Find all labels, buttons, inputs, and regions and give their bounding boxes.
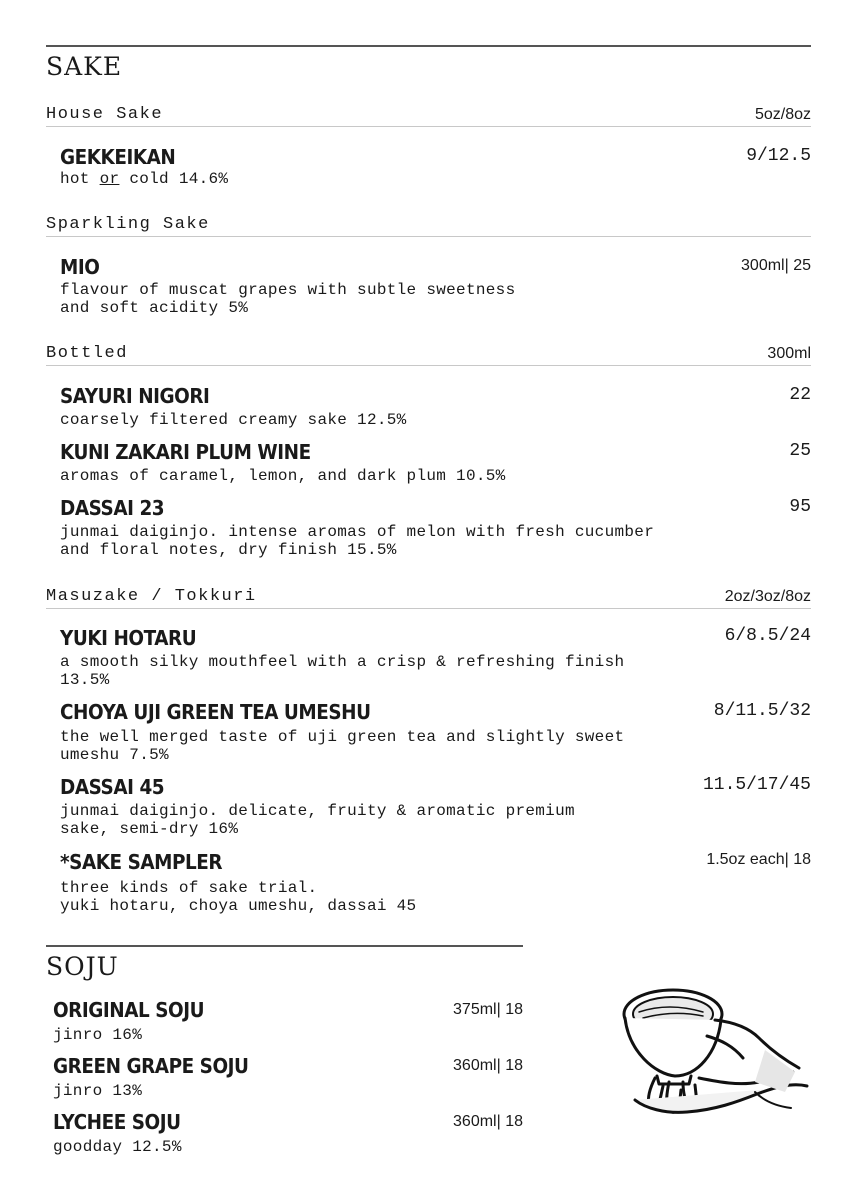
menu-item-name: GREEN GRAPE SOJU bbox=[53, 1054, 249, 1078]
soju-top-rule bbox=[46, 945, 523, 947]
menu-item-name: ORIGINAL SOJU bbox=[53, 998, 205, 1022]
sake-section-title: SAKE bbox=[46, 52, 123, 81]
sparkling-sake-rule bbox=[46, 236, 811, 237]
sake-top-rule bbox=[46, 45, 811, 47]
soju-section-title: SOJU bbox=[46, 952, 119, 981]
masuzake-rule bbox=[46, 608, 811, 609]
menu-item-name: MIO bbox=[60, 255, 100, 279]
menu-item-name: LYCHEE SOJU bbox=[53, 1110, 181, 1134]
menu-item-price: 11.5/17/45 bbox=[702, 775, 811, 795]
menu-item-description: flavour of muscat grapes with subtle sweetness and soft acidity 5% bbox=[60, 281, 516, 317]
menu-item-price: 6/8.5/24 bbox=[724, 626, 811, 646]
menu-item-description: coarsely filtered creamy sake 12.5% bbox=[60, 411, 407, 429]
menu-item-price: 300ml| 25 bbox=[741, 257, 811, 274]
menu-item-description: jinro 16% bbox=[53, 1026, 143, 1044]
masuzake-size: 2oz/3oz/8oz bbox=[724, 588, 811, 605]
menu-item-description: jinro 13% bbox=[53, 1082, 143, 1100]
menu-item-description: the well merged taste of uji green tea and slightly sweet umeshu 7.5% bbox=[60, 728, 625, 764]
menu-item-name: YUKI HOTARU bbox=[60, 626, 197, 650]
menu-item-price: 375ml| 18 bbox=[453, 1001, 523, 1018]
menu-item-price: 8/11.5/32 bbox=[713, 701, 811, 721]
menu-item-description: goodday 12.5% bbox=[53, 1138, 182, 1156]
menu-item-description: junmai daiginjo. delicate, fruity & aromatic premium sake, semi-dry 16% bbox=[60, 802, 575, 838]
menu-item-name: *SAKE SAMPLER bbox=[60, 850, 223, 874]
bottled-rule bbox=[46, 365, 811, 366]
menu-item-price: 22 bbox=[789, 385, 811, 405]
menu-item-price: 95 bbox=[789, 497, 811, 517]
menu-item-description: hot or cold 14.6% bbox=[60, 170, 229, 188]
menu-item-description: aromas of caramel, lemon, and dark plum 10.5% bbox=[60, 467, 506, 485]
menu-item-name: GEKKEIKAN bbox=[60, 145, 176, 169]
menu-item-description: junmai daiginjo. intense aromas of melon with fresh cucumber and floral notes, dry finish 15.5% bbox=[60, 523, 655, 559]
menu-item-price: 25 bbox=[789, 441, 811, 461]
menu-item-price: 1.5oz each| 18 bbox=[706, 851, 811, 868]
menu-item-price: 9/12.5 bbox=[746, 146, 811, 166]
bottled-size: 300ml bbox=[767, 345, 811, 362]
masuzake-category: Masuzake / Tokkuri bbox=[46, 587, 257, 606]
menu-item-name: DASSAI 45 bbox=[60, 775, 165, 799]
menu-item-name: SAYURI NIGORI bbox=[60, 384, 210, 408]
house-sake-category: House Sake bbox=[46, 105, 164, 124]
menu-item-name: DASSAI 23 bbox=[60, 496, 165, 520]
menu-item-description: a smooth silky mouthfeel with a crisp & refreshing finish 13.5% bbox=[60, 653, 625, 689]
menu-item-description: three kinds of sake trial. yuki hotaru, choya umeshu, dassai 45 bbox=[60, 879, 417, 915]
menu-item-name: KUNI ZAKARI PLUM WINE bbox=[60, 440, 311, 464]
menu-item-name: CHOYA UJI GREEN TEA UMESHU bbox=[60, 700, 371, 724]
menu-item-price: 360ml| 18 bbox=[453, 1057, 523, 1074]
bottled-category: Bottled bbox=[46, 344, 128, 363]
house-sake-size: 5oz/8oz bbox=[754, 106, 811, 123]
house-sake-rule bbox=[46, 126, 811, 127]
menu-item-price: 360ml| 18 bbox=[453, 1113, 523, 1130]
sparkling-sake-category: Sparkling Sake bbox=[46, 215, 210, 234]
hand-holding-sake-cup-icon bbox=[615, 982, 820, 1127]
